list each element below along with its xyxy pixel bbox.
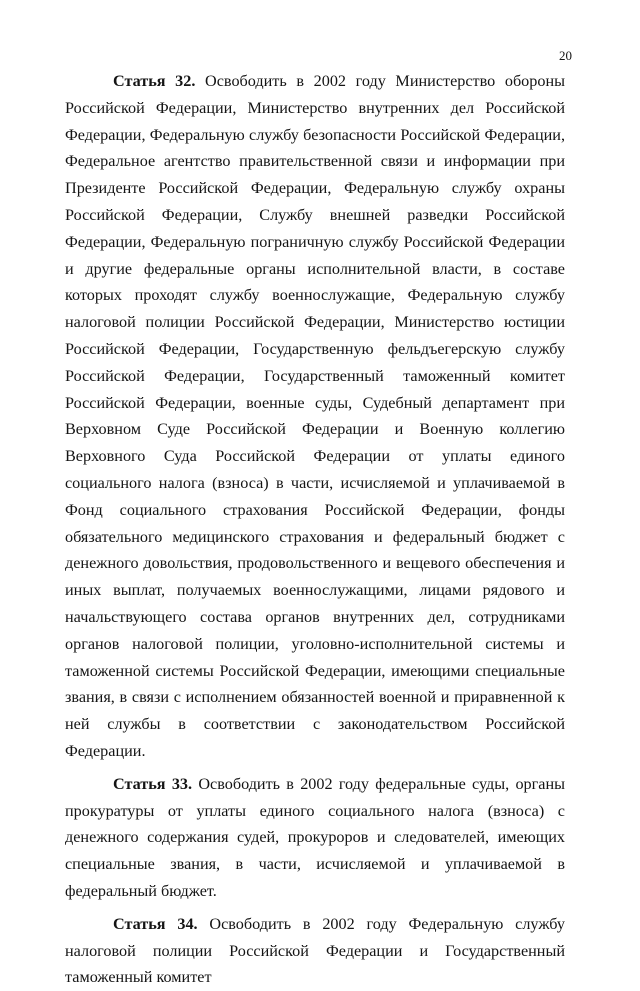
article-32-heading: Статья 32. (113, 72, 196, 90)
article-33-text: Освободить в 2002 году федеральные суды, органы прокуратуры от уплаты единого социального налога (взноса) с денежного содержания судей, прокуроров и следователей, имеющих специальные звания, в части, исчисляемой и уплачиваемой в федеральный бюджет. (65, 774, 566, 900)
page-number: 20 (559, 48, 572, 63)
article-34 (65, 911, 565, 991)
document-body (65, 68, 565, 991)
article-32-text: Освободить в 2002 году Министерство обороны Российской Федерации, Министерство внутренних дел Российской Федерации, Федеральную службу безопасности Российской Федерации, Федеральное агентство правительственной связи и информации при Президенте Российской Федерации, Федеральную службу охраны Российской Федерации, Службу внешней разведки Российской Федерации, Федеральную пограничную службу Российской Федерации и другие федеральные органы исполнительной власти, в составе которых проходят службу военнослужащие, Федеральную службу налоговой полиции Российской Федерации, Министерство юстиции Российской Федерации, Государственную фельдъегерскую службу Российской Федерации, Государственный таможенный комитет Российской Федерации, военные суды, Судебный департамент при Верховном Суде Российской Федерации и Военную коллегию Верховного Суда Российской Федерации от уплаты единого социального налога (взноса) в части, исчисляемой и уплачиваемой в Фонд социального страхования Российской Федерации, фонды обязательного медицинского страхования и федеральный бюджет с денежного довольствия, продовольственного и вещевого обеспечения и иных выплат, получаемых военнослужащими, лицами рядового и начальствующего состава органов внутренних дел, сотрудниками органов налоговой полиции, уголовно-исполнительной системы и таможенной системы Российской Федерации, имеющими специальные звания, в связи с исполнением обязанностей военной и приравненной к ней службы в соответствии с законодательством Российской Федерации. (65, 72, 566, 760)
article-34-text: Освободить в 2002 году Федеральную службу налоговой полиции Российской Федерации и Государственный таможенный комитет (65, 914, 565, 987)
article-33-heading: Статья 33. (113, 774, 193, 793)
article-34-heading: Статья 34. (113, 914, 198, 933)
article-33 (65, 771, 565, 905)
article-32 (65, 68, 565, 765)
